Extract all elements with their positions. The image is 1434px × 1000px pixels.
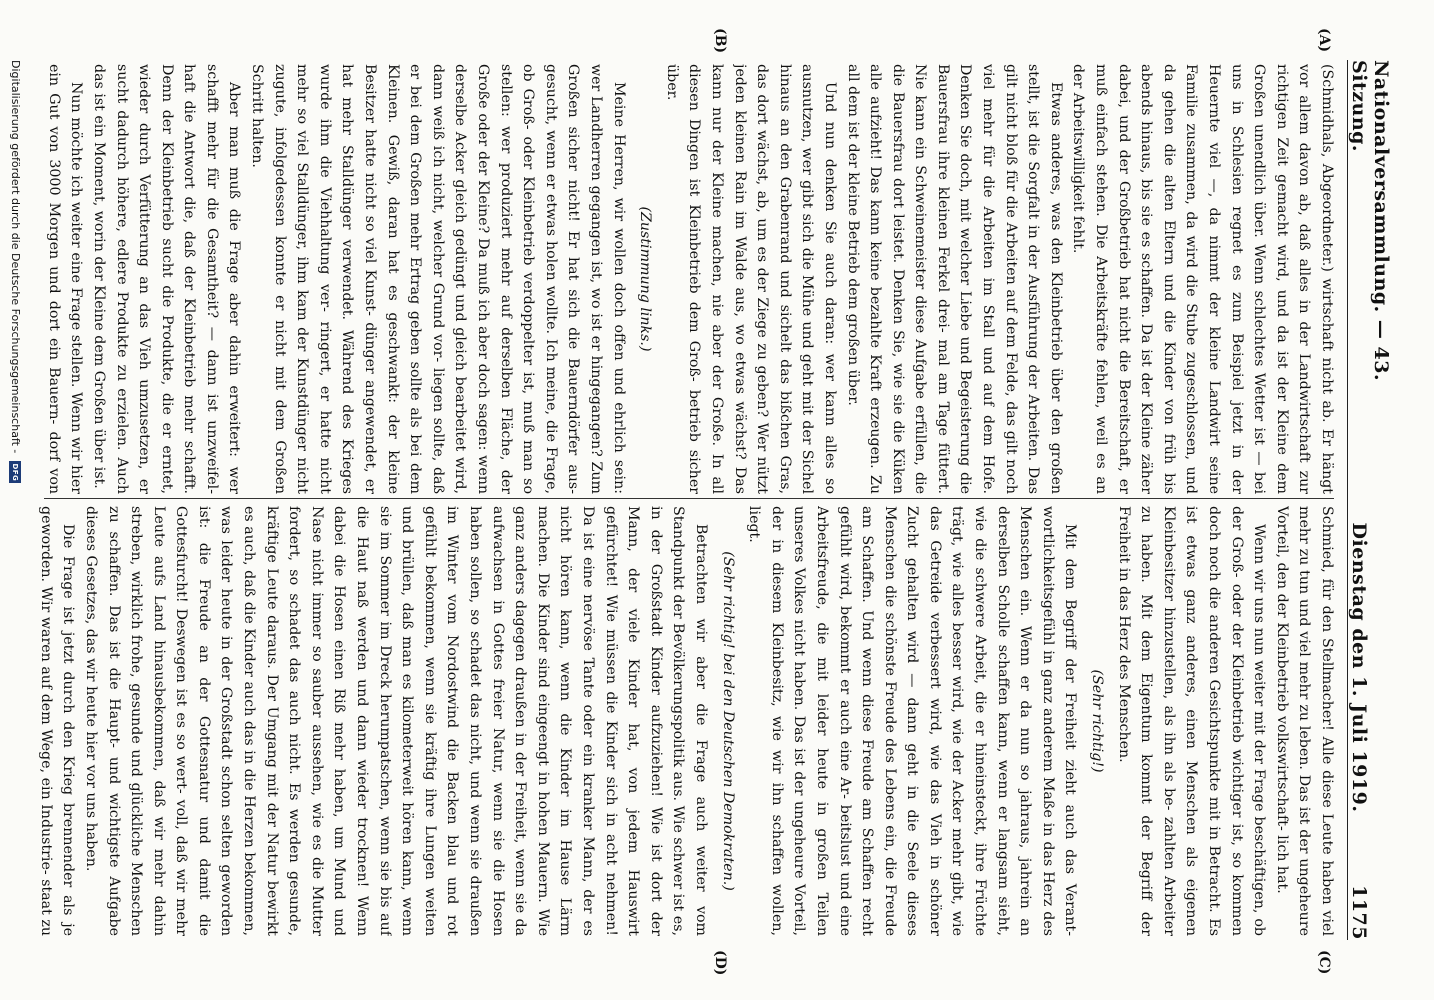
column-divider (44, 498, 1334, 499)
credit-text: Digitalisierung gefördert durch die Deutsche Forschungsgemeinschaft - (9, 60, 22, 454)
paragraph: Aber man muß die Frage aber dahin erweitert: wer schafft mehr für die Gesamtheit? — dann ist unzweifel- haft die Antwort die, daß der Kleinbetrieb mehr schafft. Denn der Kleinbetrieb sucht die Produkte, die er erntet, wieder durch Verfütterung an das Vieh umzusetzen, er sucht dadurch höhere, edlere Produkte zu erzielen. Auch das ist ein Moment, worin der Kleine dem Großen über ist. (90, 64, 243, 494)
applause-note: (Sehr richtig!) (1089, 669, 1106, 773)
column-marker-a: (A) (1316, 28, 1332, 53)
paragraph: (Schmidhals, Abgeordneter.) wirtschaft nicht ab. Er hängt vor allem davon ab, daß alles in der Landwirtschaft zur richtigen Zeit gemacht wird, und da ist der Kleine dem Großen unendlich über. Wenn schlechtes Wetter ist — bei uns in Schlesien regnet es zum Beispiel jetzt in der Heuernte viel —, da nimmt der kleine Landwirt seine Familie zusammen, da wird die Stube zugeschlossen, und da gehen die alten Eltern und die Kinder von früh bis abends hinaus, bis sie es schaffen. Da ist der Kleine zäher dabei, und der Großbetrieb hat nicht die Bereitschaft, er muß einfach stehen. Die Arbeitskräfte fehlen, weil es an der Arbeitswilligkeit fehlt. (1070, 64, 1335, 494)
page-number: 1175 (1348, 885, 1370, 940)
paragraph: Etwas anderes, was den Kleinbetrieb über den großen stellt, ist die Sorgfalt in der Ausführung der Arbeiten. Das gilt nicht bloß für die Arbeiten auf dem Felde, das gilt noch viel mehr für die Arbeiten im Stall und auf dem Hofe. Denken Sie doch, mit welcher Liebe und Begeisterung die Bauersfrau ihre kleinen Ferkel drei- mal am Tage füttert. Nie kann ein Schweinemeister diese Aufgabe erfüllen, die die Bauersfrau dort leistet. Denken Sie, wie sie die Küken alle aufzieht! Das kann keine bezahlte Kraft erzeugen. Zu all dem ist der kleine Betrieb dem großen über. (844, 64, 1064, 494)
paragraph: Die Frage ist jetzt durch den Krieg brennender als je geworden. Wir waren auf dem Wege, ein Industrie- staat zu (38, 506, 77, 936)
column-marker-c: (C) (1316, 950, 1332, 975)
applause-note: (Sehr richtig! bei den Deutschen Demokraten.) (719, 551, 736, 891)
header-date: Dienstag den 1. Juli 1919. (1348, 522, 1370, 813)
dfg-logo: DFG (10, 461, 22, 483)
page-header (1347, 60, 1392, 940)
left-column (38, 64, 1338, 494)
paragraph: Meine Herren, wir wollen doch offen und ehrlich sein: wer Landherren gegangen ist, wo ist er hingegangen? Zum Großen sicher nicht! Er hat sich die Bauerndörfer aus- gesucht, wenn er etwas holen wollte. Ich meine, die Frage, ob Groß- oder Kleinbetrieb verdoppelter ist, muß man so stellen: wer produziert mehr auf derselben Fläche, der Große oder der Kleine? Da muß ich aber doch sagen: wenn derselbe Acker gleich gedüngt und gleich bearbeitet wird, dann weiß ich nicht, welcher Grund vor- liegen sollte, daß er bei dem Großen mehr Ertrag geben sollte als bei dem Kleinen. Gewiß, daran hat es geschwankt: der kleine Besitzer hatte nicht so viel Kunst- dünger angewendet, er hat mehr Stalldünger verwendet. Während des Krieges wurde ihm die Viehhaltung ver- ringert, er hatte nicht mehr so viel Stalldünger, ihm kam der Kunstdünger nicht zugute, infolgedessen konnte er nicht mit dem Großen Schritt halten. (249, 64, 627, 494)
paragraph: Betrachten wir aber die Frage auch weiter vom Standpunkt der Bevölkerungspolitik aus. Wie schwer ist es, in der Großstadt Kinder aufzuziehen! Wie ist dort der Mann, der viele Kinder hat, von jedem Hauswirt gefürchtet! Wie müssen die Kinder sich in acht nehmen! Da ist eine nervöse Tante oder ein kranker Mann, der es nicht hören kann, wenn die Kinder im Hause Lärm machen. Die Kinder sind eingeengt in hohen Mauern. Wie ganz anders dagegen draußen in der Freiheit, wenn sie da aufwachsen in Gottes freier Natur, wenn sie die Hosen haben sollen, so schadet das nicht, und wenn sie draußen im Winter vom Nordostwind die Backen blau und rot gefühlt bekommen, wenn sie kräftig ihre Lungen weiten und brüllen, daß man es kilometerweit hören kann, wenn sie im Sommer im Dreck herumpatschen, wenn sie bis auf die Haut naß werden und dann wieder trocknen! Wenn dabei die Hosen einen Riß mehr haben, um Mund und Nase nicht immer so sauber aussehen, wie es die Mutter fordert, so schadet das auch nicht. Es werden gesunde, kräftige Leute daraus. Der Umgang mit der Natur bewirkt es auch, daß die Kinder auch das in die Herzen bekommen, was leider heute in der Großstadt schon selten geworden ist: die Freude an der Gottesnatur und damit die Gottesfurcht! Deswegen ist es so wert- voll, daß wir mehr Leute aufs Land hinausbekommen, daß wir mehr dahin streben, wirklich frohe, gesunde und glückliche Menschen zu schaffen. Das ist die Haupt- und wichtigste Aufgabe dieses Gesetzes, das wir heute hier vor uns haben. (82, 506, 709, 936)
paragraph: Wenn wir uns nun weiter mit der Frage beschäftigen, ob der Groß- oder der Kleinbetrieb wichtiger ist, so kommen doch noch die anderen Gesichtspunkte mit in Betracht. Es ist etwas ganz anderes, einen Menschen als eigenen Kleinbesitzer hinzustellen, als ihn als be- zahlten Arbeiter zu haben. Mit dem Eigentum kommt der Begriff der Freiheit in das Herz des Menschen. (1115, 506, 1268, 936)
header-title: Nationalversammlung. — 43. Sitzung. (1348, 60, 1392, 382)
paragraph: Mit dem Begriff der Freiheit zieht auch das Verant- wortlichkeitsgefühl in ganz anderem Maße in das Herz des Menschen ein. Wenn er da nun so jahraus, jahrein an derselben Scholle schaffen kann, wenn er langsam sieht, wie die schwere Arbeit, die er hineinsteckt, ihre Früchte trägt, wie alles besser wird, wie der Acker mehr gibt, wie das Getreide verbessert wird, wie das Vieh in schöner Zucht gehalten wird — dann geht in die Seele dieses Menschen die schönste Freude des Lebens ein, die Freude am Schaffen. Und wenn diese Freude am Schaffen recht gefühlt wird, bekommt er auch eine Ar- beitslust und eine Arbeitsfreude, die mit leider heute in großen Teilen unseres Volkes nicht haben. Das ist der ungeheure Vorteil, der in diesem Kleinbesitz, wie wir ihn schaffen wollen, liegt. (746, 506, 1079, 936)
column-marker-d: (D) (712, 950, 728, 976)
applause-note: (Zustimmung links.) (637, 206, 654, 352)
paragraph: Schmied, für den Stellmacher! Alle diese Leute haben viel mehr zu tun und viel mehr zu leben. Das ist der ungeheure Vorteil, den der Kleinbetrieb volkswirtschaft- lich hat. (1273, 506, 1335, 936)
column-marker-b: (B) (712, 28, 728, 54)
right-column (38, 506, 1338, 936)
paragraph: Nun möchte ich weiter eine Frage stellen. Wenn wir hier ein Gut von 3000 Morgen und dort ein Bauern- dorf von (45, 64, 85, 494)
digitization-credit (9, 60, 22, 940)
paragraph: Und nun denken Sie auch daran: wer kann alles so ausnutzen, wer gibt sich die Mühe und geht mit der Sichel hinaus an den Grabenrand und sichelt das bißchen Gras, das dort wächst, ab, um es der Ziege zu geben? Wer nützt jeden kleinen Rain im Walde aus, wo etwas wächst? Das kann nur der Kleine machen, nie aber der Große. In all diesen Dingen ist Kleinbetrieb dem Groß- betrieb sicher über. (663, 64, 838, 494)
